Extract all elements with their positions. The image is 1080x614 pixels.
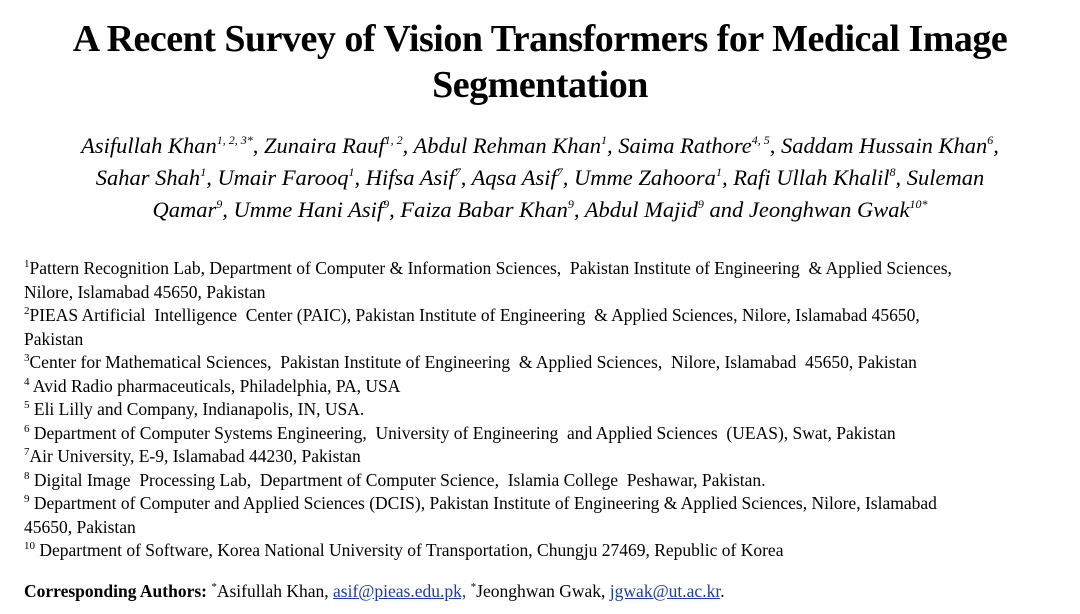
corresponding-authors	[24, 579, 1064, 603]
corresponding-author-1: Asifullah Khan,	[216, 581, 334, 601]
author-name: Suleman	[906, 165, 985, 190]
author-separator: ,	[402, 133, 414, 158]
corresponding-end: .	[720, 581, 725, 601]
affiliation-line	[24, 492, 1069, 516]
author-name: Saima Rathore	[618, 133, 752, 158]
affiliation-number: 9	[24, 493, 30, 505]
affiliation-number: 8	[24, 469, 30, 482]
author-separator: ,	[460, 165, 472, 190]
author-separator: and	[703, 197, 749, 222]
affiliation-item	[24, 469, 1069, 493]
affiliation-number: 7	[24, 446, 30, 458]
author-name: Sahar Shah	[95, 165, 201, 190]
author1-marker: *	[211, 581, 217, 593]
affiliation-line	[24, 281, 1069, 305]
email-link-2[interactable]: jgwak@ut.ac.kr	[609, 581, 721, 601]
affiliation-number: 10	[24, 540, 35, 552]
author-line-3	[20, 194, 1060, 226]
author2-marker: *	[470, 581, 477, 593]
author-line-2	[20, 162, 1060, 194]
author-separator: ,	[222, 197, 234, 222]
author-name: Abdul Rehman Khan	[413, 133, 601, 158]
author-list	[20, 130, 1060, 226]
author-separator: ,	[389, 197, 401, 222]
affiliation-line	[24, 539, 1069, 563]
corresponding-label: Corresponding Authors:	[24, 581, 207, 601]
affiliation-item	[24, 445, 1069, 469]
author-separator: ,	[573, 197, 585, 222]
author-name: Saddam Hussain Khan	[781, 133, 988, 158]
affiliation-text: Digital Image Processing Lab, Department of Computer Science, Islamia College Peshawar, Pakistan.	[29, 469, 766, 490]
affiliation-text: Department of Computer and Applied Sciences (DCIS), Pakistan Institute of Engineering & Applied Sciences, Nilore, Islamabad	[29, 493, 937, 513]
affiliation-text: Nilore, Islamabad 45650, Pakistan	[24, 281, 266, 302]
affiliation-text: Eli Lilly and Company, Indianapolis, IN, USA.	[29, 399, 365, 419]
author-name: Umme Zahoora	[574, 165, 716, 190]
affiliation-item	[24, 375, 1069, 399]
affiliation-item	[24, 492, 1069, 539]
affiliation-number: 5	[24, 399, 30, 411]
affiliation-text: Department of Software, Korea National University of Transportation, Chungju 27469, Republic of Korea	[35, 540, 784, 560]
author-affiliation-marker: 7	[556, 165, 563, 179]
affiliation-text: Pattern Recognition Lab, Department of Computer & Information Sciences, Pakistan Institute of Engineering & Applied Sciences,	[29, 258, 952, 278]
affiliation-text: Center for Mathematical Sciences, Pakistan Institute of Engineering & Applied Sciences, Nilore, Islamabad 45650, Pakistan	[29, 352, 917, 372]
author-affiliation-marker: 9	[567, 197, 574, 211]
author-name: Qamar	[152, 197, 217, 222]
affiliation-line	[24, 351, 1069, 375]
affiliation-item	[24, 257, 1069, 304]
affiliation-item	[24, 398, 1069, 422]
author-separator: ,	[252, 133, 264, 158]
author-affiliation-marker: 9	[697, 197, 704, 211]
affiliation-item	[24, 304, 1069, 351]
author-affiliation-marker: 1	[715, 165, 722, 179]
affiliation-line	[24, 422, 1069, 446]
author-affiliation-marker: 9	[383, 197, 390, 211]
affiliation-number: 4	[24, 375, 30, 388]
author-affiliation-marker: 1	[200, 165, 207, 179]
author-affiliation-marker: 9	[216, 197, 223, 211]
author-affiliation-marker: 10*	[909, 197, 928, 211]
author-name: Faiza Babar Khan	[400, 197, 568, 222]
title-line-1: A Recent Survey of Vision Transformers for Medical Image	[72, 18, 1008, 60]
affiliation-number: 1	[24, 258, 30, 270]
author-affiliation-marker: 6	[987, 133, 994, 147]
affiliation-text: 45650, Pakistan	[24, 516, 136, 537]
affiliation-line	[24, 445, 1069, 469]
affiliation-list	[24, 257, 1069, 563]
author-separator: ,	[354, 165, 366, 190]
author-name: Hifsa Asif	[365, 165, 455, 190]
affiliation-line	[24, 516, 1069, 540]
author-affiliation-marker: 1, 2	[384, 133, 403, 147]
author-separator: ,	[895, 165, 907, 190]
affiliation-line	[24, 328, 1069, 352]
affiliation-item	[24, 539, 1069, 563]
author-separator: ,	[606, 133, 619, 158]
author-name: Asifullah Khan	[81, 133, 217, 158]
author-name: Umair Farooq	[217, 165, 349, 190]
affiliation-line	[24, 469, 1069, 493]
author-name: Jeonghwan Gwak	[748, 197, 910, 222]
paper-title	[40, 16, 1040, 108]
affiliation-line	[24, 257, 1069, 281]
affiliation-text: Avid Radio pharmaceuticals, Philadelphia, PA, USA	[29, 375, 401, 396]
author-affiliation-marker: 4, 5	[751, 133, 770, 147]
author-name: Zunaira Rauf	[263, 133, 385, 158]
author-separator: ,	[769, 133, 781, 158]
affiliation-line	[24, 304, 1069, 328]
affiliation-item	[24, 422, 1069, 446]
author-separator: ,	[562, 165, 575, 190]
author-name: Abdul Majid	[584, 197, 698, 222]
affiliation-line	[24, 398, 1069, 422]
author-separator: ,	[993, 133, 999, 158]
affiliation-number: 6	[24, 422, 30, 435]
author-affiliation-marker: 8	[889, 165, 896, 179]
author-affiliation-marker: 1	[348, 165, 355, 179]
affiliation-text: Pakistan	[24, 328, 84, 349]
author-line-1	[20, 130, 1060, 162]
affiliation-line	[24, 375, 1069, 399]
author-separator: ,	[721, 165, 734, 190]
corresponding-author-2: Jeonghwan Gwak,	[476, 581, 610, 601]
author-affiliation-marker: 7	[454, 165, 461, 179]
author-separator: ,	[206, 165, 218, 190]
email-link-1[interactable]: asif@pieas.edu.pk,	[333, 581, 467, 601]
author-name: Aqsa Asif	[471, 165, 557, 190]
author-affiliation-marker: 1, 2, 3*	[216, 133, 253, 147]
author-name: Rafi Ullah Khalil	[733, 165, 890, 190]
affiliation-item	[24, 351, 1069, 375]
affiliation-number: 2	[24, 305, 30, 317]
author-affiliation-marker: 1	[600, 133, 607, 147]
affiliation-number: 3	[24, 352, 30, 364]
affiliation-text: Air University, E-9, Islamabad 44230, Pakistan	[29, 446, 361, 466]
author-name: Umme Hani Asif	[233, 197, 384, 222]
title-line-2: Segmentation	[432, 64, 648, 106]
affiliation-text: Department of Computer Systems Engineering, University of Engineering and Applied Sciences (UEAS), Swat, Pakistan	[29, 422, 896, 443]
affiliation-text: PIEAS Artificial Intelligence Center (PAIC), Pakistan Institute of Engineering & Applied Sciences, Nilore, Islamabad 45650,	[29, 305, 920, 325]
